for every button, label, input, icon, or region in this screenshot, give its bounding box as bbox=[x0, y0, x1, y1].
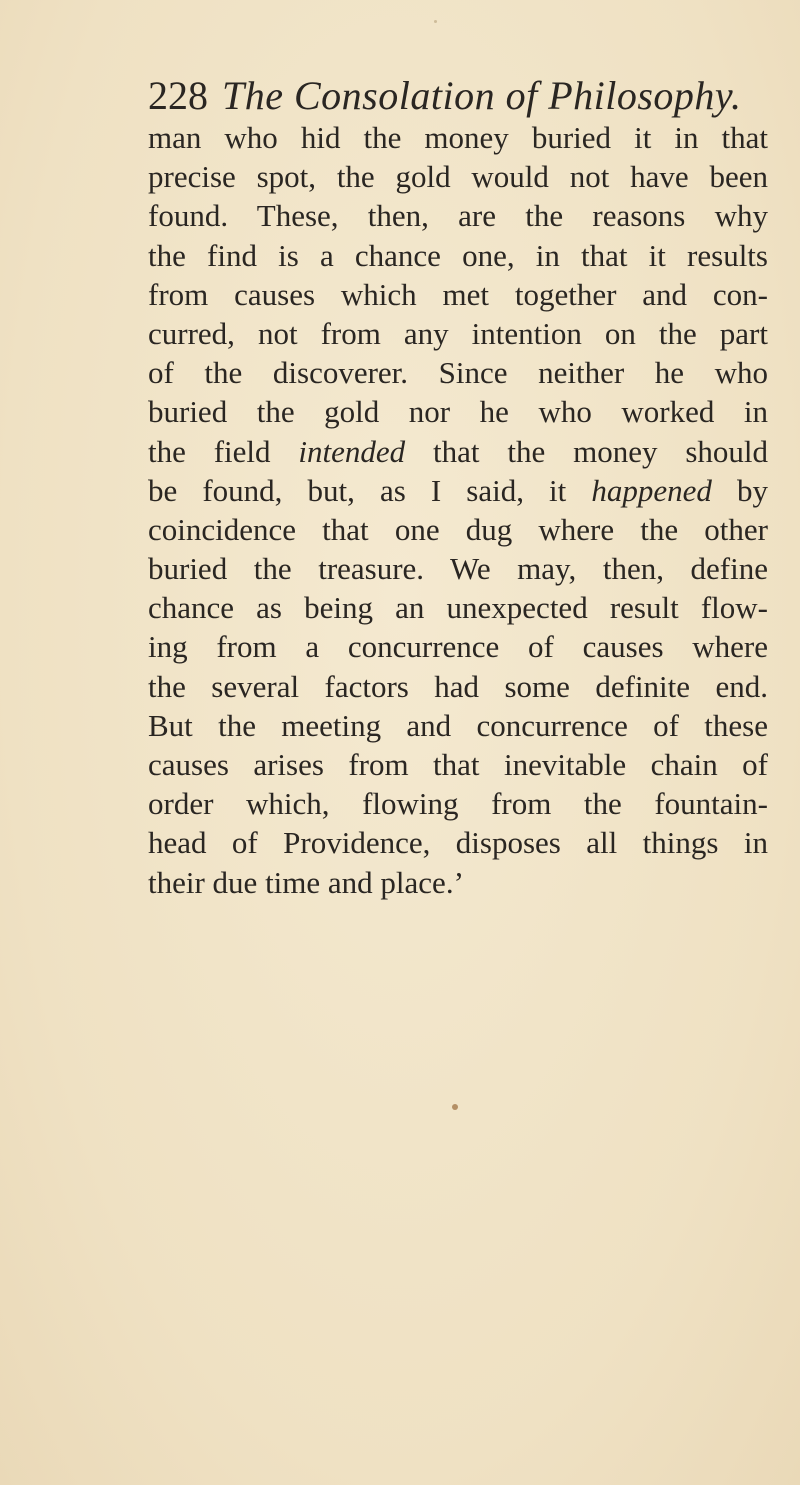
paper-speck bbox=[434, 20, 437, 23]
emphasis-intended: intended bbox=[298, 433, 406, 469]
page-number: 228 bbox=[148, 73, 208, 118]
text-line: buried the treasure. We may, then, define bbox=[148, 551, 768, 587]
text-line: the several factors had some definite end. bbox=[148, 668, 768, 704]
text-line: coincidence that one dug where the other bbox=[148, 511, 768, 547]
ink-mark bbox=[452, 1104, 458, 1110]
text-line: the find is a chance one, in that it results bbox=[148, 237, 768, 273]
text-line: curred, not from any intention on the part bbox=[148, 315, 768, 351]
text-line: precise spot, the gold would not have been bbox=[148, 159, 768, 195]
page-header bbox=[148, 70, 748, 122]
text-line: of the discoverer. Since neither he who bbox=[148, 355, 768, 391]
text-line: chance as being an unexpected result flow- bbox=[148, 590, 768, 626]
text-line: from causes which met together and con- bbox=[148, 276, 768, 312]
text-line: ing from a concurrence of causes where bbox=[148, 629, 768, 665]
text-line: causes arises from that inevitable chain of bbox=[148, 747, 768, 782]
text-line: head of Providence, disposes all things in bbox=[148, 825, 768, 861]
text-line: be found, but, as I said, it happened by bbox=[148, 472, 768, 508]
text-line: found. These, then, are the reasons why bbox=[148, 198, 768, 234]
body-text bbox=[148, 118, 768, 902]
text-line: buried the gold nor he who worked in bbox=[148, 394, 768, 430]
text-line: man who hid the money buried it in that bbox=[148, 120, 768, 155]
text-line: But the meeting and concurrence of these bbox=[148, 707, 768, 743]
text-line-last: their due time and place.’ bbox=[148, 864, 464, 900]
text-line: order which, flowing from the fountain- bbox=[148, 786, 768, 822]
emphasis-happened: happened bbox=[591, 472, 712, 508]
text-line: the field intended that the money should bbox=[148, 433, 768, 469]
running-title: The Consolation of Philosophy. bbox=[222, 73, 742, 118]
